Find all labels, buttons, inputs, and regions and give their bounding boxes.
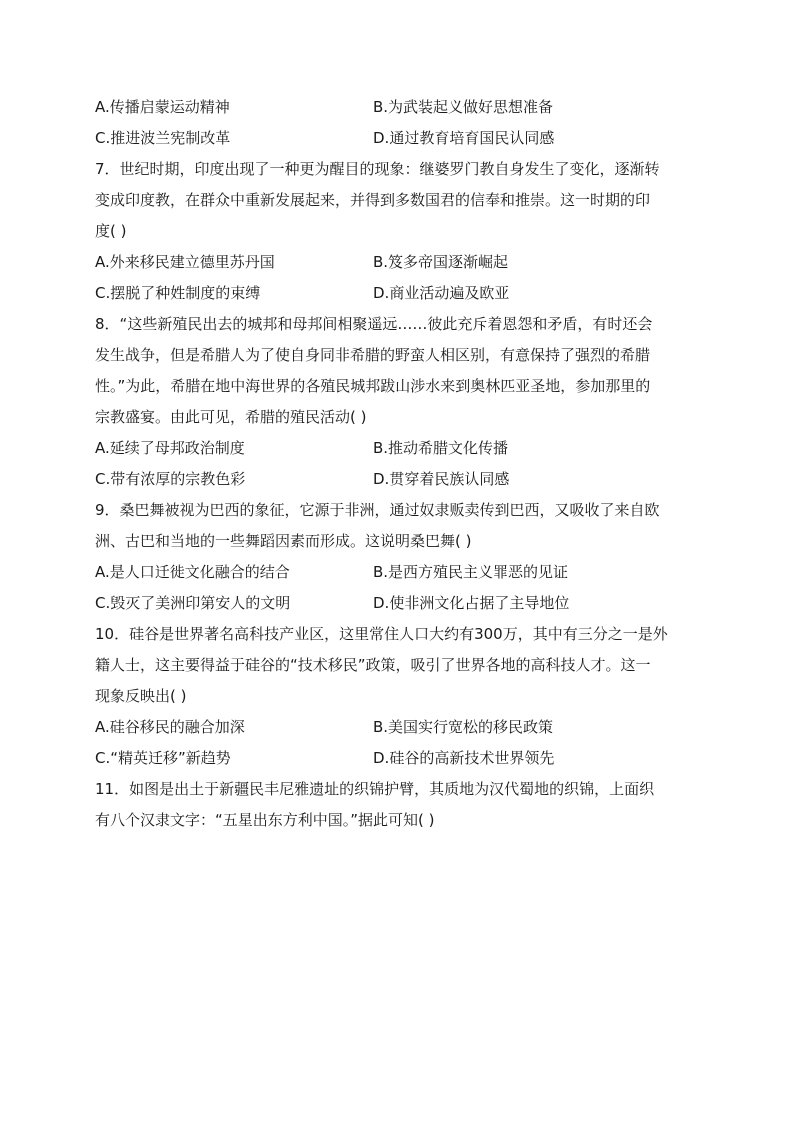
q10-stem-line-3: 现象反映出( ) xyxy=(95,687,187,705)
q10-option-c[interactable]: C.“精英迁移”新趋势 xyxy=(95,749,231,767)
q11-stem-line-1: 11．如图是出土于新疆民丰尼雅遗址的织锦护臂，其质地为汉代蜀地的织锦，上面织 xyxy=(95,780,655,798)
q7-option-a[interactable]: A.外来移民建立德里苏丹国 xyxy=(95,253,275,271)
q9-stem-line-1: 9．桑巴舞被视为巴西的象征，它源于非洲，通过奴隶贩卖传到巴西，又吸收了来自欧 xyxy=(95,501,660,519)
q11-stem-line-2: 有八个汉隶文字：“五星出东方利中国。”据此可知( ) xyxy=(95,811,435,829)
q6-options-row-1 xyxy=(95,92,707,123)
q7-options-row-1 xyxy=(95,247,707,278)
q8-options-row-1 xyxy=(95,433,707,464)
q9-option-b[interactable]: B.是西方殖民主义罪恶的见证 xyxy=(373,563,569,581)
q8-option-b[interactable]: B.推动希腊文化传播 xyxy=(373,439,509,457)
q10-stem-line-1: 10．硅谷是世界著名高科技产业区，这里常住人口大约有300万，其中有三分之一是外 xyxy=(95,625,668,643)
q10-option-d[interactable]: D.硅谷的高新技术世界领先 xyxy=(373,749,555,767)
q8-option-c[interactable]: C.带有浓厚的宗教色彩 xyxy=(95,470,246,488)
q6-options-row-2 xyxy=(95,123,707,154)
q7-stem-line-1: 7．世纪时期，印度出现了一种更为醒目的现象：继婆罗门教自身发生了变化，逐渐转 xyxy=(95,160,660,178)
q7-option-d[interactable]: D.商业活动遍及欧亚 xyxy=(373,284,510,302)
q8-option-a[interactable]: A.延续了母邦政治制度 xyxy=(95,439,245,457)
exam-content xyxy=(95,92,707,1116)
q7-option-b[interactable]: B.笈多帝国逐渐崛起 xyxy=(373,253,509,271)
q8-options-row-2 xyxy=(95,464,707,495)
q6-option-a[interactable]: A.传播启蒙运动精神 xyxy=(95,98,230,116)
q6-option-d[interactable]: D.通过教育培育国民认同感 xyxy=(373,129,555,147)
q9-options-row-1 xyxy=(95,557,707,588)
q7-stem-line-3: 度( ) xyxy=(95,222,127,240)
q6-option-c[interactable]: C.推进波兰宪制改革 xyxy=(95,129,231,147)
q6-option-b[interactable]: B.为武装起义做好思想准备 xyxy=(373,98,554,116)
q7-stem-line-2: 变成印度教，在群众中重新发展起来，并得到多数国君的信奉和推崇。这一时期的印 xyxy=(95,191,651,209)
q10-stem-line-2: 籍人士，这主要得益于硅谷的“技术移民”政策，吸引了世界各地的高科技人才。这一 xyxy=(95,656,651,674)
q8-stem-line-2: 发生战争，但是希腊人为了使自身同非希腊的野蛮人相区别，有意保持了强烈的希腊 xyxy=(95,346,651,364)
q9-option-a[interactable]: A.是人口迁徙文化融合的结合 xyxy=(95,563,290,581)
q9-stem-line-2: 洲、古巴和当地的一些舞蹈因素而形成。这说明桑巴舞( ) xyxy=(95,532,472,550)
q9-option-c[interactable]: C.毁灭了美洲印第安人的文明 xyxy=(95,594,291,612)
q9-option-d[interactable]: D.使非洲文化占据了主导地位 xyxy=(373,594,570,612)
q10-option-a[interactable]: A.硅谷移民的融合加深 xyxy=(95,718,245,736)
q9-options-row-2 xyxy=(95,588,707,619)
q11-figure-blank-area xyxy=(95,836,707,1116)
q8-option-d[interactable]: D.贯穿着民族认同感 xyxy=(373,470,510,488)
q10-options-row-2 xyxy=(95,743,707,774)
q8-stem-line-4: 宗教盛宴。由此可见，希腊的殖民活动( ) xyxy=(95,408,367,426)
q8-stem-line-1: 8．“这些新殖民出去的城邦和母邦间相聚遥远……彼此充斥着恩怨和矛盾，有时还会 xyxy=(95,315,653,333)
q7-option-c[interactable]: C.摆脱了种姓制度的束缚 xyxy=(95,284,261,302)
q8-stem-line-3: 性。”为此，希腊在地中海世界的各殖民城邦跋山涉水来到奥林匹亚圣地，参加那里的 xyxy=(95,377,651,395)
q10-options-row-1 xyxy=(95,712,707,743)
q10-option-b[interactable]: B.美国实行宽松的移民政策 xyxy=(373,718,554,736)
q7-options-row-2 xyxy=(95,278,707,309)
